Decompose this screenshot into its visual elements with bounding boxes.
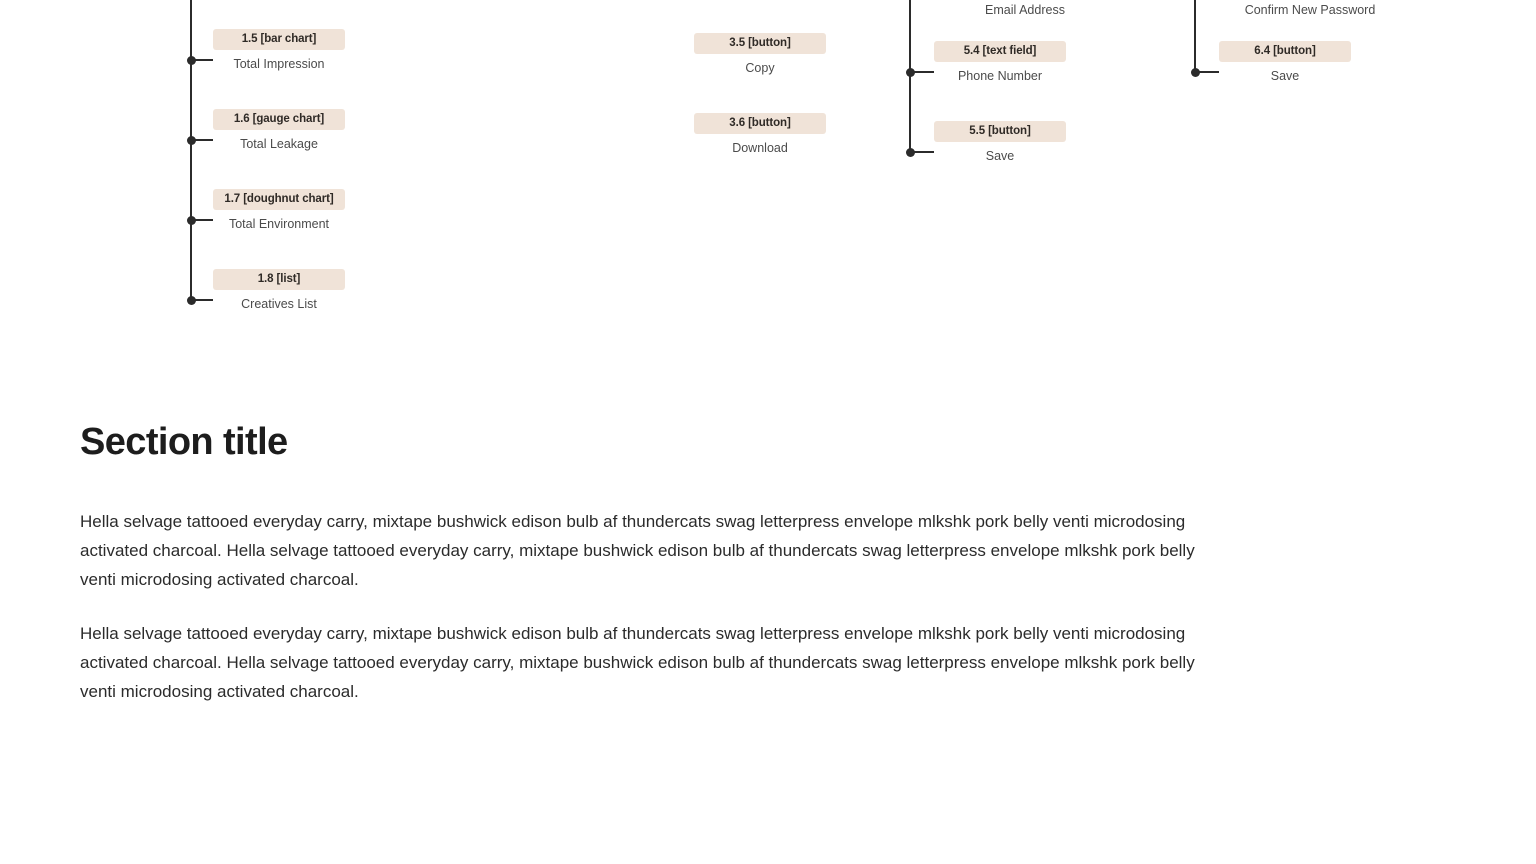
sitemap-node-tag[interactable]: 1.6 [gauge chart]	[213, 109, 345, 130]
sitemap-node-tag[interactable]: 5.5 [button]	[934, 121, 1066, 142]
sitemap-parent-caption: Email Address	[985, 3, 1065, 17]
connector-stub	[191, 299, 213, 301]
sitemap-node-tag[interactable]: 3.5 [button]	[694, 33, 826, 54]
sitemap-node-tag[interactable]: 6.4 [button]	[1219, 41, 1351, 62]
sitemap-node-1-5-body	[213, 29, 345, 72]
connector-stub	[191, 139, 213, 141]
sitemap-node-tag[interactable]: 1.8 [list]	[213, 269, 345, 290]
page-title: Section title	[80, 421, 288, 463]
tree-spine-vertical	[1194, 0, 1196, 71]
sitemap-node-6-4-body	[1219, 41, 1351, 84]
sitemap-diagram	[0, 0, 1536, 340]
sitemap-node-tag[interactable]: 5.4 [text field]	[934, 41, 1066, 62]
connector-stub	[191, 59, 213, 61]
sitemap-node-caption: Total Environment	[228, 217, 330, 231]
connector-stub	[910, 71, 934, 73]
sitemap-node-caption: Save	[985, 149, 1015, 163]
sitemap-parent-caption: Confirm New Password	[1244, 3, 1376, 17]
sitemap-node-5-4-body	[934, 41, 1066, 84]
sitemap-node-caption: Creatives List	[241, 297, 317, 311]
tree-spine-vertical	[190, 0, 192, 299]
sitemap-node-caption: Total Leakage	[240, 137, 318, 151]
body-paragraph: Hella selvage tattooed everyday carry, mixtape bushwick edison bulb af thundercats swag letterpress envelope mlkshk pork belly venti microdosing activated charcoal. Hella selvage tattooed everyday carry, mixtape bushwick edison bulb af thundercats swag letterpress envelope mlkshk pork belly venti microdosing activated charcoal.	[80, 512, 1195, 589]
sitemap-node-3-5[interactable]	[694, 33, 826, 76]
body-paragraph: Hella selvage tattooed everyday carry, mixtape bushwick edison bulb af thundercats swag letterpress envelope mlkshk pork belly venti microdosing activated charcoal. Hella selvage tattooed everyday carry, mixtape bushwick edison bulb af thundercats swag letterpress envelope mlkshk pork belly venti microdosing activated charcoal.	[80, 624, 1195, 701]
sitemap-node-caption: Save	[1270, 69, 1300, 83]
sitemap-node-1-6-body	[213, 109, 345, 152]
sitemap-node-tag[interactable]: 1.5 [bar chart]	[213, 29, 345, 50]
connector-stub	[1195, 71, 1219, 73]
sitemap-node-5-5-body	[934, 121, 1066, 164]
content-section	[80, 418, 1210, 707]
connector-stub	[191, 219, 213, 221]
sitemap-node-caption: Download	[732, 141, 788, 155]
sitemap-node-1-8-body	[213, 269, 345, 312]
sitemap-node-caption: Total Impression	[233, 57, 325, 71]
sitemap-node-caption: Phone Number	[957, 69, 1043, 83]
sitemap-node-caption: Copy	[745, 61, 775, 75]
sitemap-node-tag[interactable]: 1.7 [doughnut chart]	[213, 189, 345, 210]
sitemap-node-3-6[interactable]	[694, 113, 826, 156]
sitemap-node-tag[interactable]: 3.6 [button]	[694, 113, 826, 134]
sitemap-node-1-7-body	[213, 189, 345, 232]
connector-stub	[910, 151, 934, 153]
